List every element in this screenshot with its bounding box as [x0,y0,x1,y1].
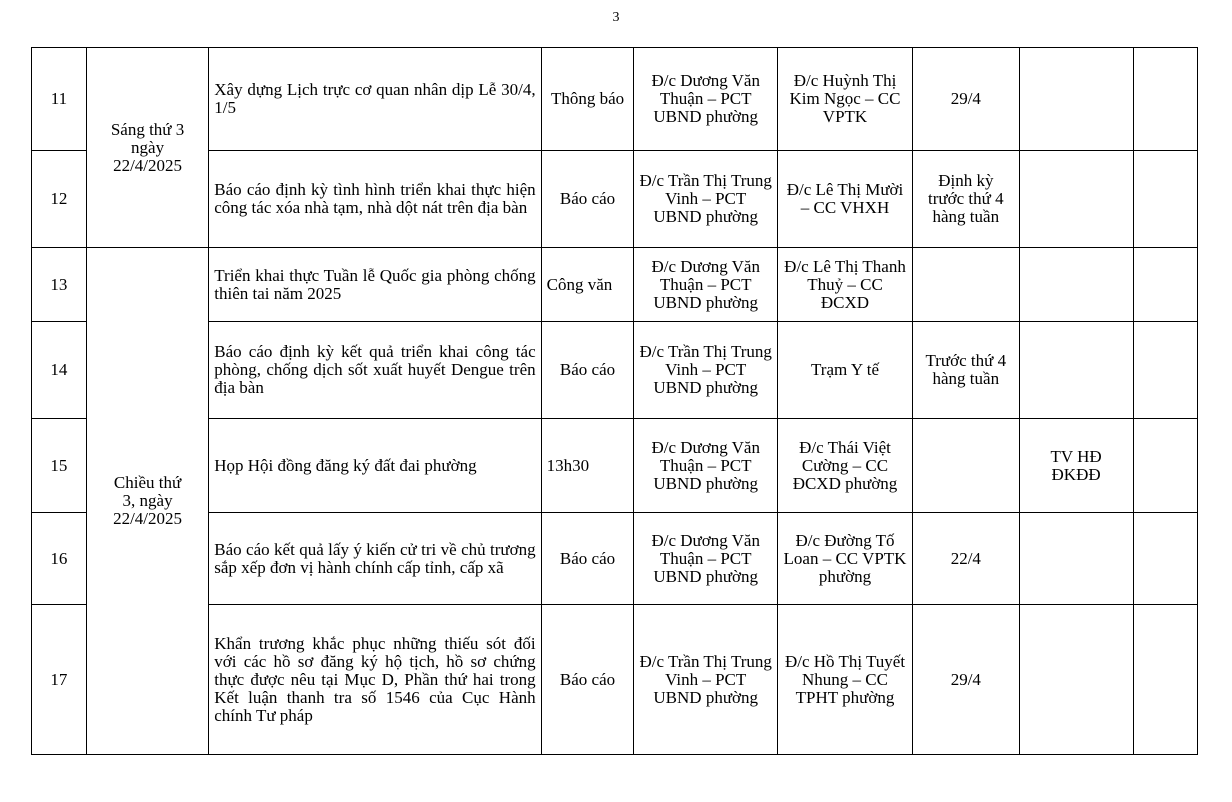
task-content: Xây dựng Lịch trực cơ quan nhân dịp Lễ 30/4, 1/5 [209,48,541,151]
participants [1019,151,1133,248]
assignee: Đ/c Huỳnh Thị Kim Ngọc – CC VPTK [777,48,912,151]
task-content: Báo cáo định kỳ kết quả triển khai công tác phòng, chống dịch sốt xuất huyết Dengue trên địa bàn [209,322,541,419]
task-content: Họp Hội đồng đăng ký đất đai phường [209,419,541,513]
session-label-line: 3, ngày [122,491,173,510]
deadline [913,419,1020,513]
participants [1019,248,1133,322]
assignee: Đ/c Thái Việt Cường – CC ĐCXD phường [777,419,912,513]
session-label-line: 22/4/2025 [113,509,183,528]
session-cell [86,48,208,248]
document-type: 13h30 [541,419,634,513]
table-row [32,248,1198,322]
document-type: Báo cáo [541,151,634,248]
assignee: Đ/c Lê Thị Thanh Thuỷ – CC ĐCXD [777,248,912,322]
task-content: Báo cáo định kỳ tình hình triển khai thực hiện công tác xóa nhà tạm, nhà dột nát trên địa bàn [209,151,541,248]
session-label-line: 22/4/2025 [113,155,183,175]
note [1133,322,1197,419]
row-number: 14 [32,322,87,419]
lead-person: Đ/c Dương Văn Thuận – PCT UBND phường [634,419,778,513]
session-cell [86,248,208,755]
participants [1019,605,1133,755]
task-content: Báo cáo kết quả lấy ý kiến cử tri về chủ trương sắp xếp đơn vị hành chính cấp tỉnh, cấp xã [209,513,541,605]
session-label-line: Chiều thứ [113,473,182,492]
lead-person: Đ/c Trần Thị Trung Vinh – PCT UBND phường [634,151,778,248]
note [1133,48,1197,151]
lead-person: Đ/c Trần Thị Trung Vinh – PCT UBND phường [634,605,778,755]
deadline: 22/4 [913,513,1020,605]
deadline: 29/4 [913,605,1020,755]
document-type: Thông báo [541,48,634,151]
table-row [32,48,1198,151]
deadline: 29/4 [913,48,1020,151]
row-number: 11 [32,48,87,151]
participants [1019,48,1133,151]
row-number: 17 [32,605,87,755]
participants: TV HĐ ĐKĐĐ [1019,419,1133,513]
assignee: Đ/c Lê Thị Mười – CC VHXH [777,151,912,248]
row-number: 16 [32,513,87,605]
document-type: Báo cáo [541,513,634,605]
lead-person: Đ/c Dương Văn Thuận – PCT UBND phường [634,48,778,151]
row-number: 12 [32,151,87,248]
participants [1019,513,1133,605]
lead-person: Đ/c Dương Văn Thuận – PCT UBND phường [634,248,778,322]
assignee: Đ/c Đường Tố Loan – CC VPTK phường [777,513,912,605]
page-number: 3 [612,10,620,25]
note [1133,248,1197,322]
session-label-line: ngày [131,137,165,157]
schedule-table [31,47,1198,755]
lead-person: Đ/c Trần Thị Trung Vinh – PCT UBND phường [634,322,778,419]
task-content: Triển khai thực Tuần lễ Quốc gia phòng chống thiên tai năm 2025 [209,248,541,322]
note [1133,513,1197,605]
lead-person: Đ/c Dương Văn Thuận – PCT UBND phường [634,513,778,605]
session-label-line: Sáng thứ 3 [110,119,185,139]
document-type: Công văn [541,248,634,322]
assignee: Trạm Y tế [777,322,912,419]
assignee: Đ/c Hồ Thị Tuyết Nhung – CC TPHT phường [777,605,912,755]
document-type: Báo cáo [541,322,634,419]
note [1133,605,1197,755]
deadline [913,248,1020,322]
document-type: Báo cáo [541,605,634,755]
task-content: Khẩn trương khắc phục những thiếu sót đối với các hồ sơ đăng ký hộ tịch, hồ sơ chứng thực được nêu tại Mục D, Phần thứ hai trong Kết luận thanh tra số 1546 của Cục Hành chính Tư pháp [209,605,541,755]
deadline: Trước thứ 4 hàng tuần [913,322,1020,419]
row-number: 15 [32,419,87,513]
row-number: 13 [32,248,87,322]
deadline: Định kỳ trước thứ 4 hàng tuần [913,151,1020,248]
note [1133,151,1197,248]
participants [1019,322,1133,419]
note [1133,419,1197,513]
